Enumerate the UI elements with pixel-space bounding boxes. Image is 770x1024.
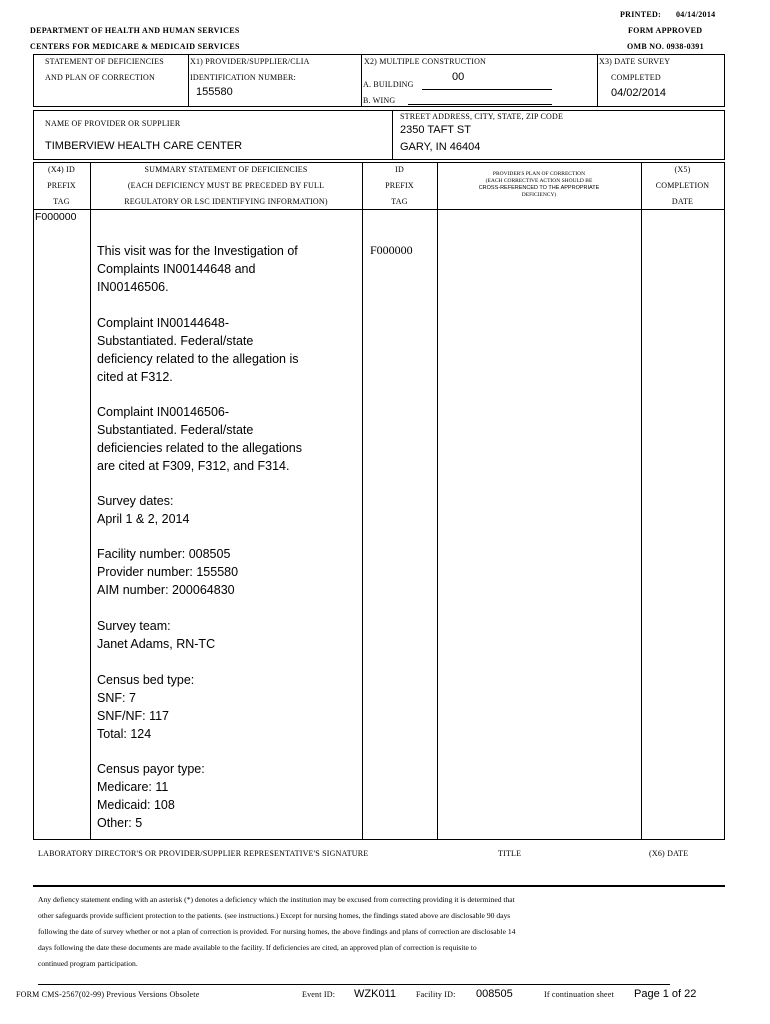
title-label: TITLE xyxy=(498,849,522,858)
facility-id-label: Facility ID: xyxy=(416,990,456,999)
address-label: STREET ADDRESS, CITY, STATE, ZIP CODE xyxy=(400,112,564,121)
plan-header-4: DEFICIENCY) xyxy=(521,192,557,198)
x2-building-label: A. BUILDING xyxy=(363,80,414,89)
top-box-divider-x3 xyxy=(597,54,598,106)
wing-underline xyxy=(408,104,552,105)
id-header-2: PREFIX xyxy=(385,181,414,190)
top-box-divider-x1 xyxy=(188,54,189,106)
summary-header-1: SUMMARY STATEMENT OF DEFICIENCIES xyxy=(144,165,308,174)
para-survey-team: Survey team: Janet Adams, RN-TC xyxy=(97,619,216,651)
provider-box-top-border xyxy=(33,110,725,111)
facility-id-value: 008505 xyxy=(476,988,513,1000)
x4-header-3: TAG xyxy=(53,197,70,206)
x1-label-2: IDENTIFICATION NUMBER: xyxy=(190,73,296,82)
table-divider-plan xyxy=(641,162,642,839)
x5-header-3: DATE xyxy=(671,197,694,206)
omb-number: OMB NO. 0938-0391 xyxy=(627,42,704,51)
x4-header-2: PREFIX xyxy=(47,181,76,190)
plan-header-2: (EACH CORRECTIVE ACTION SHOULD BE xyxy=(485,178,593,184)
table-left-border xyxy=(33,162,34,839)
para-complaint-1: Complaint IN00144648- Substantiated. Federal/state deficiency related to the allegation is cited at F312. xyxy=(97,316,299,384)
disclaimer-line-1: Any defiency statement ending with an asterisk (*) denotes a deficiency which the institution may be excused from correcting providing it is determined that xyxy=(38,895,515,904)
department-name: DEPARTMENT OF HEALTH AND HUMAN SERVICES xyxy=(30,26,240,35)
x2-label: X2) MULTIPLE CONSTRUCTION xyxy=(364,57,487,66)
statement-label-1: STATEMENT OF DEFICIENCIES xyxy=(45,57,164,66)
disclaimer-line-4: days following the date these documents are made available to the facility. If deficiencies are cited, an approved plan of correction is requisite to xyxy=(38,943,477,952)
printed-date: 04/14/2014 xyxy=(676,10,716,19)
printed-label: PRINTED: xyxy=(620,10,662,19)
form-id: FORM CMS-2567(02-99) Previous Versions Obsolete xyxy=(16,990,200,999)
centers-name: CENTERS FOR MEDICARE & MEDICAID SERVICES xyxy=(30,42,240,51)
x1-provider-number: 155580 xyxy=(196,86,233,98)
table-top-border xyxy=(33,162,725,163)
x3-survey-date: 04/02/2014 xyxy=(611,87,667,99)
form-approved: FORM APPROVED xyxy=(628,26,703,35)
x3-label-1: X3) DATE SURVEY xyxy=(599,57,671,66)
table-bottom-border xyxy=(33,839,725,840)
top-box-left-border xyxy=(33,54,34,106)
para-facility-numbers: Facility number: 008505 Provider number: 155580 AIM number: 200064830 xyxy=(97,547,239,597)
provider-box-right-border xyxy=(724,110,725,159)
x2-building-value: 00 xyxy=(452,71,465,83)
right-prefix-tag: F000000 xyxy=(370,243,413,257)
plan-header-1: PROVIDER'S PLAN OF CORRECTION xyxy=(492,171,586,177)
provider-name: TIMBERVIEW HEALTH CARE CENTER xyxy=(45,140,243,152)
signature-label: LABORATORY DIRECTOR'S OR PROVIDER/SUPPLIER REPRESENTATIVE'S SIGNATURE xyxy=(38,849,369,858)
para-visit: This visit was for the Investigation of Complaints IN00144648 and IN00146506. xyxy=(97,244,298,294)
x5-header-1: (X5) xyxy=(674,165,691,174)
top-box-top-border xyxy=(33,54,725,55)
plan-header-3: CROSS-REFERENCED TO THE APPROPRIATE xyxy=(478,185,600,191)
x1-label-1: X1) PROVIDER/SUPPLIER/CLIA xyxy=(190,57,310,66)
left-prefix-tag: F000000 xyxy=(35,211,77,223)
x5-header-2: COMPLETION xyxy=(655,181,710,190)
summary-header-2: (EACH DEFICIENCY MUST BE PRECEDED BY FULL xyxy=(127,181,325,190)
address-street: 2350 TAFT ST xyxy=(400,124,471,136)
para-census-bed: Census bed type: SNF: 7 SNF/NF: 117 Total: 124 xyxy=(97,673,195,741)
continuation-label: If continuation sheet xyxy=(544,990,614,999)
statement-label-2: AND PLAN OF CORRECTION xyxy=(45,73,155,82)
event-id-value: WZK011 xyxy=(354,988,396,1000)
event-id-label: Event ID: xyxy=(302,990,336,999)
table-divider-summary xyxy=(362,162,363,839)
summary-header-3: REGULATORY OR LSC IDENTIFYING INFORMATION) xyxy=(124,197,328,206)
table-right-border xyxy=(724,162,725,839)
disclaimer-line-2: other safeguards provide sufficient protection to the patients. (see instructions.) Except for nursing homes, the findings stated above are disclosable 90 days xyxy=(38,911,511,920)
top-box-divider-x2 xyxy=(361,54,362,106)
x3-label-2: COMPLETED xyxy=(611,73,661,82)
provider-box-divider xyxy=(392,110,393,159)
provider-box-left-border xyxy=(33,110,34,159)
disclaimer-line-5: continued program participation. xyxy=(38,959,138,968)
x4-header-1: (X4) ID xyxy=(48,165,75,174)
building-underline xyxy=(422,89,552,90)
top-box-bottom-border xyxy=(33,106,725,107)
disclaimer-line-3: following the date of survey whether or not a plan of correction is provided. For nursing homes, the above findings and plans of correction are disclosable 14 xyxy=(38,927,516,936)
top-box-right-border xyxy=(724,54,725,106)
table-divider-id xyxy=(437,162,438,839)
x6-date-label: (X6) DATE xyxy=(649,849,689,858)
x2-wing-label: B. WING xyxy=(363,96,396,105)
address-city-state-zip: GARY, IN 46404 xyxy=(400,141,481,153)
disclaimer-rule xyxy=(33,885,725,887)
provider-name-label: NAME OF PROVIDER OR SUPPLIER xyxy=(45,119,181,128)
id-header-1: ID xyxy=(395,165,404,174)
para-census-payor: Census payor type: Medicare: 11 Medicaid: 108 Other: 5 xyxy=(97,762,205,830)
footer-rule xyxy=(38,984,670,985)
para-survey-dates: Survey dates: April 1 & 2, 2014 xyxy=(97,494,190,526)
id-header-3: TAG xyxy=(391,197,408,206)
table-header-bottom-border xyxy=(33,209,725,210)
page-number: Page 1 of 22 xyxy=(634,988,697,1000)
para-complaint-2: Complaint IN00146506- Substantiated. Federal/state deficiencies related to the allegations are cited at F309, F312, and F314. xyxy=(97,405,302,473)
table-divider-x4 xyxy=(90,162,91,839)
provider-box-bottom-border xyxy=(33,159,725,160)
